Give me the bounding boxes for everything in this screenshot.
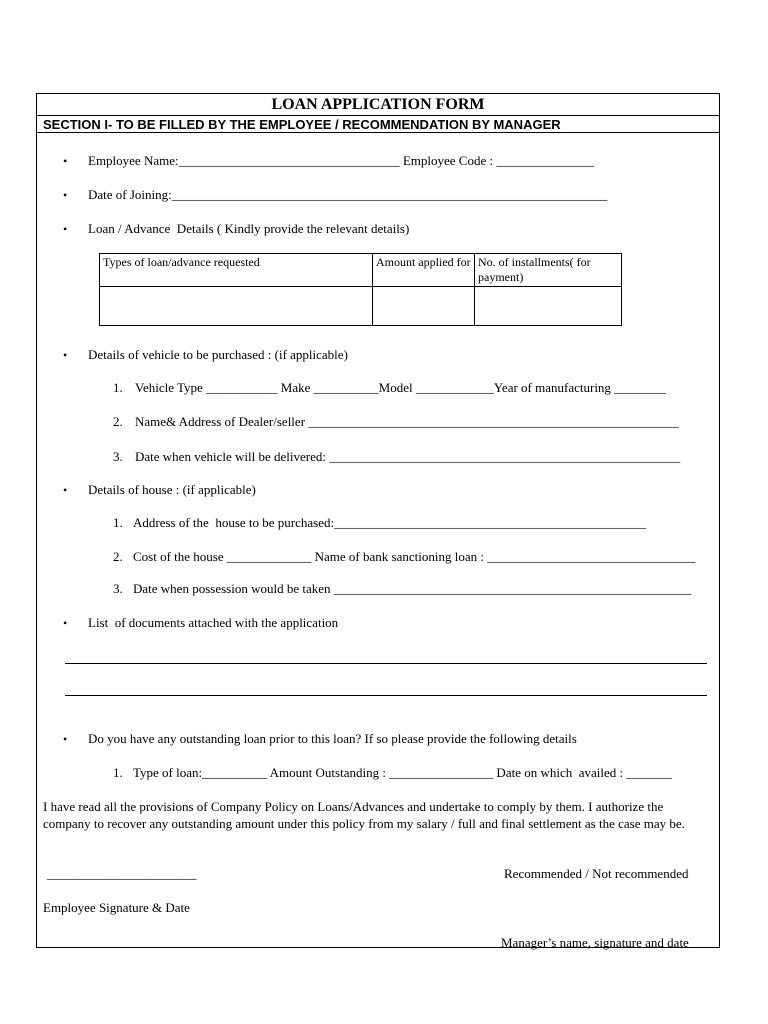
item-number: 1. — [113, 765, 123, 780]
house-address-field[interactable]: Address of the house to be purchased:________________________________________________ — [133, 515, 647, 530]
vehicle-delivery-date-field[interactable]: Date when vehicle will be delivered: ______________________________________________________ — [135, 449, 681, 464]
employee-name-code-field[interactable]: Employee Name:__________________________________ Employee Code : _______________ — [88, 153, 594, 168]
house-cost-bank-field[interactable]: Cost of the house _____________ Name of bank sanctioning loan : ________________________________ — [133, 549, 696, 564]
item-number: 2. — [113, 414, 123, 429]
item-number: 1. — [113, 515, 123, 530]
table-header-cell: No. of installments( for payment) — [475, 254, 622, 287]
employee-signature-line[interactable]: _______________________ — [47, 866, 197, 881]
installments-input-cell[interactable] — [475, 287, 622, 326]
bullet: • — [63, 154, 68, 168]
employee-signature-label: Employee Signature & Date — [43, 900, 190, 915]
bullet: • — [63, 483, 68, 497]
bullet: • — [63, 732, 68, 746]
outstanding-loan-question: Do you have any outstanding loan prior to this loan? If so please provide the following details — [88, 731, 577, 746]
bullet: • — [63, 222, 68, 236]
form-title: LOAN APPLICATION FORM — [271, 96, 485, 113]
declaration-text: I have read all the provisions of Company Policy on Loans/Advances and undertake to comply by them. I authorize the company to recover any outstanding amount under this policy from my salary / full and final settlement as the case may be. — [43, 799, 685, 831]
possession-date-field[interactable]: Date when possession would be taken _______________________________________________________ — [133, 581, 692, 596]
documents-label: List of documents attached with the application — [88, 615, 339, 630]
bullet: • — [63, 616, 68, 630]
vehicle-type-field[interactable]: Vehicle Type ___________ Make __________Model ____________Year of manufacturing ________ — [135, 380, 667, 395]
item-number: 2. — [113, 549, 123, 564]
outstanding-loan-field[interactable]: Type of loan:__________ Amount Outstanding : ________________ Date on which availed : _______ — [133, 765, 672, 780]
item-number: 3. — [113, 581, 123, 596]
documents-input-line[interactable] — [65, 695, 707, 696]
section-heading: SECTION I- TO BE FILLED BY THE EMPLOYEE / RECOMMENDATION BY MANAGER — [37, 115, 719, 133]
table-header-row — [100, 254, 622, 287]
loan-details-label: Loan / Advance Details ( Kindly provide the relevant details) — [88, 221, 410, 236]
form-frame — [36, 93, 720, 948]
loan-type-input-cell[interactable] — [100, 287, 373, 326]
amount-input-cell[interactable] — [373, 287, 475, 326]
manager-signature-label: Manager’s name, signature and date — [501, 935, 689, 950]
table-header-cell: Amount applied for — [373, 254, 475, 287]
item-number: 3. — [113, 449, 123, 464]
table-row — [100, 287, 622, 326]
item-number: 1. — [113, 380, 123, 395]
dealer-address-field[interactable]: Name& Address of Dealer/seller _________________________________________________________ — [135, 414, 679, 429]
documents-input-line[interactable] — [65, 663, 707, 664]
date-of-joining-field[interactable]: Date of Joining:___________________________________________________________________ — [88, 187, 608, 202]
recommendation-label: Recommended / Not recommended — [504, 866, 689, 881]
bullet: • — [63, 348, 68, 362]
house-heading: Details of house : (if applicable) — [88, 482, 256, 497]
loan-details-table — [99, 253, 622, 326]
bullet: • — [63, 188, 68, 202]
vehicle-heading: Details of vehicle to be purchased : (if applicable) — [88, 347, 348, 362]
table-header-cell: Types of loan/advance requested — [100, 254, 373, 287]
